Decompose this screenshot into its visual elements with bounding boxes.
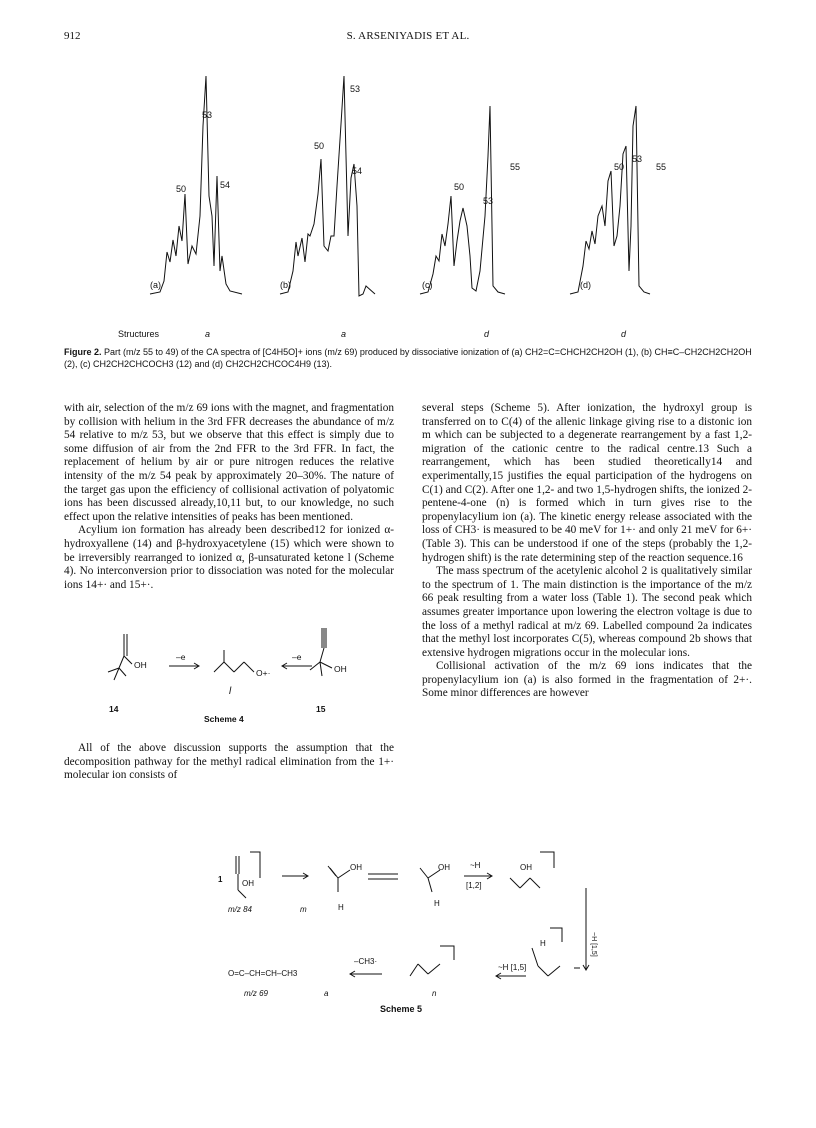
peak-label: 50 [614, 162, 625, 172]
panel-letter: (a) [150, 280, 161, 290]
peak-label: 50 [176, 184, 187, 194]
scheme4-intermediate: l [229, 686, 232, 697]
panel-letter: (c) [422, 280, 433, 290]
scheme5-acylium: O=C–CH=CH–CH3 [228, 969, 298, 978]
scheme5-h: H [338, 903, 344, 912]
peak-label: 50 [454, 182, 465, 192]
left-column [64, 402, 394, 592]
peak-label: 54 [352, 166, 363, 176]
paragraph: Acylium ion formation has already been described12 for ionized α-hydroxyallene (14) and β-hydroxyacetylene (15) which were shown to be irreversibly rearranged to ionized α, β-unsaturated ketone l (Scheme 4). No interconversion prior to dissociation was noted for the molecular ions 14+· and 15+·. [64, 524, 394, 591]
structure-a: a [205, 329, 211, 339]
scheme5-oh: OH [520, 863, 532, 872]
scheme5-label: Scheme 5 [380, 1004, 423, 1014]
scheme5-n: n [432, 989, 437, 998]
scheme5-oh: OH [242, 879, 254, 888]
peak-label: 53 [202, 110, 213, 120]
scheme5-h: H [434, 899, 440, 908]
scheme4-label: Scheme 4 [204, 714, 244, 724]
paragraph: with air, selection of the m/z 69 ions with the magnet, and fragmentation by collision with helium in the 3rd FFR decreases the abundance of m/z 54 relative to m/z 53, but we observe that this effect is simply due to some diffusion of air from the 2nd FFR to the 3rd FFR. In fact, the replacement of helium by air or pure nitrogen reduces the relative intensity of the m/z 54 peak by approximately 20–30%. The nature of the target gas upon the efficiency of collisional activation of polyatomic ions has been discussed already,10,11 but, to our knowledge, no such effect upon the relative intensities of peaks has been mentioned. [64, 402, 394, 523]
peak-label: 50 [314, 141, 325, 151]
scheme5-h: H [540, 939, 546, 948]
peak-label: 53 [632, 154, 643, 164]
peak-label: 55 [510, 162, 521, 172]
paragraph: several steps (Scheme 5). After ionization, the hydroxyl group is transferred on to C(4) of the allenic linkage giving rise to a distonic ion m which can be subjected to a degenerate rearrangement by a fast 1,2-migration of the cationic centre to the radical centre.13 Such a rearrangement, which has been studied theoretically14 and experimentally,15 justifies the equal participation of the hydrogens on C(1) and C(2). After one 1,2- and two 1,5-hydrogen shifts, the ionized 2-pentene-4-one (n) is formed which in turn gives rise to the propenylacylium ion (a). The kinetic energy release associated with the loss of CH3· is measured to be 40 meV for 1+· and only 21 meV for 6+· (Table 3). This can be understood if one of the steps (probably the 1,2-hydrogen shift) is the rate determining step of the reaction sequence.16 [422, 402, 752, 564]
scheme5-compound: 1 [218, 875, 223, 884]
peak-label: 53 [350, 84, 361, 94]
scheme5-shift12: ~H [470, 861, 481, 870]
panel-letter: (d) [580, 280, 591, 290]
figure-2-spectra [130, 66, 700, 316]
spectrum-d-trace [570, 106, 650, 294]
right-column [422, 402, 752, 701]
scheme5-shift15: ~H [1,5] [498, 963, 527, 972]
caption-label: Figure 2. [64, 347, 102, 357]
paragraph: Collisional activation of the m/z 69 ions indicates that the propenylacylium ion (a) is also formed in the fragmentation of 2+·. Some minor differences are however [422, 660, 752, 700]
left-column-after [64, 742, 394, 783]
paragraph: The mass spectrum of the acetylenic alcohol 2 is qualitatively similar to the spectrum of 1. The main distinction is the importance of the m/z 66 peak resulting from a water loss (Table 1). The second peak which assumes greater importance upon lowering the electron voltage is due to the loss of a methyl radical at m/z 69. Labelled compound 2a indicates that the methyl lost incorporates C(5), whereas compound 2b shows that extensive hydrogen migrations occur in the molecular ions. [422, 565, 752, 659]
running-title: S. ARSENIYADIS ET AL. [346, 30, 470, 42]
scheme4-oh: OH [134, 660, 147, 670]
structures-label: Structures [118, 329, 160, 339]
scheme5-ch3: –CH3· [354, 957, 378, 966]
peak-label: 54 [220, 180, 231, 190]
spectrum-b-trace [280, 76, 375, 296]
paragraph: All of the above discussion supports the assumption that the decomposition pathway for the methyl radical elimination from the 1+· molecular ion consists of [64, 742, 394, 782]
structure-c: d [484, 329, 490, 339]
scheme5-oh: OH [350, 863, 362, 872]
page-number: 912 [64, 30, 81, 42]
scheme-4 [64, 614, 394, 734]
peak-label: 55 [656, 162, 667, 172]
scheme-5 [200, 848, 640, 1048]
panel-letter: (b) [280, 280, 291, 290]
scheme5-shift15v: ~H [1,5] [590, 932, 597, 957]
structure-b: a [341, 329, 347, 339]
scheme4-arrow-label: –e [176, 652, 186, 662]
scheme5-mz84: m/z 84 [228, 905, 253, 914]
scheme4-arrow-label: –e [292, 652, 302, 662]
scheme4-compound-15: 15 [316, 704, 326, 714]
peak-label: 53 [483, 196, 494, 206]
structure-d: d [621, 329, 627, 339]
scheme5-a: a [324, 989, 329, 998]
scheme5-shift12b: [1,2] [466, 881, 482, 890]
scheme5-mz69: m/z 69 [244, 989, 269, 998]
scheme4-oh: OH [334, 664, 347, 674]
scheme5-m: m [300, 905, 307, 914]
figure-caption [64, 346, 754, 370]
scheme4-oplus: O+· [256, 668, 271, 678]
caption-text: Part (m/z 55 to 49) of the CA spectra of [C4H5O]+ ions (m/z 69) produced by dissociative ionization of (a) CH2=C=CHCH2CH2OH (1), (b) CH≡C–CH2CH2CH2OH (2), (c) CH2CH2CHCOCH3 (12) and (d) CH2CH2CHCOC4H9 (13). [64, 347, 752, 369]
scheme4-compound-14: 14 [109, 704, 119, 714]
scheme5-oh: OH [438, 863, 450, 872]
structures-row [118, 329, 758, 343]
